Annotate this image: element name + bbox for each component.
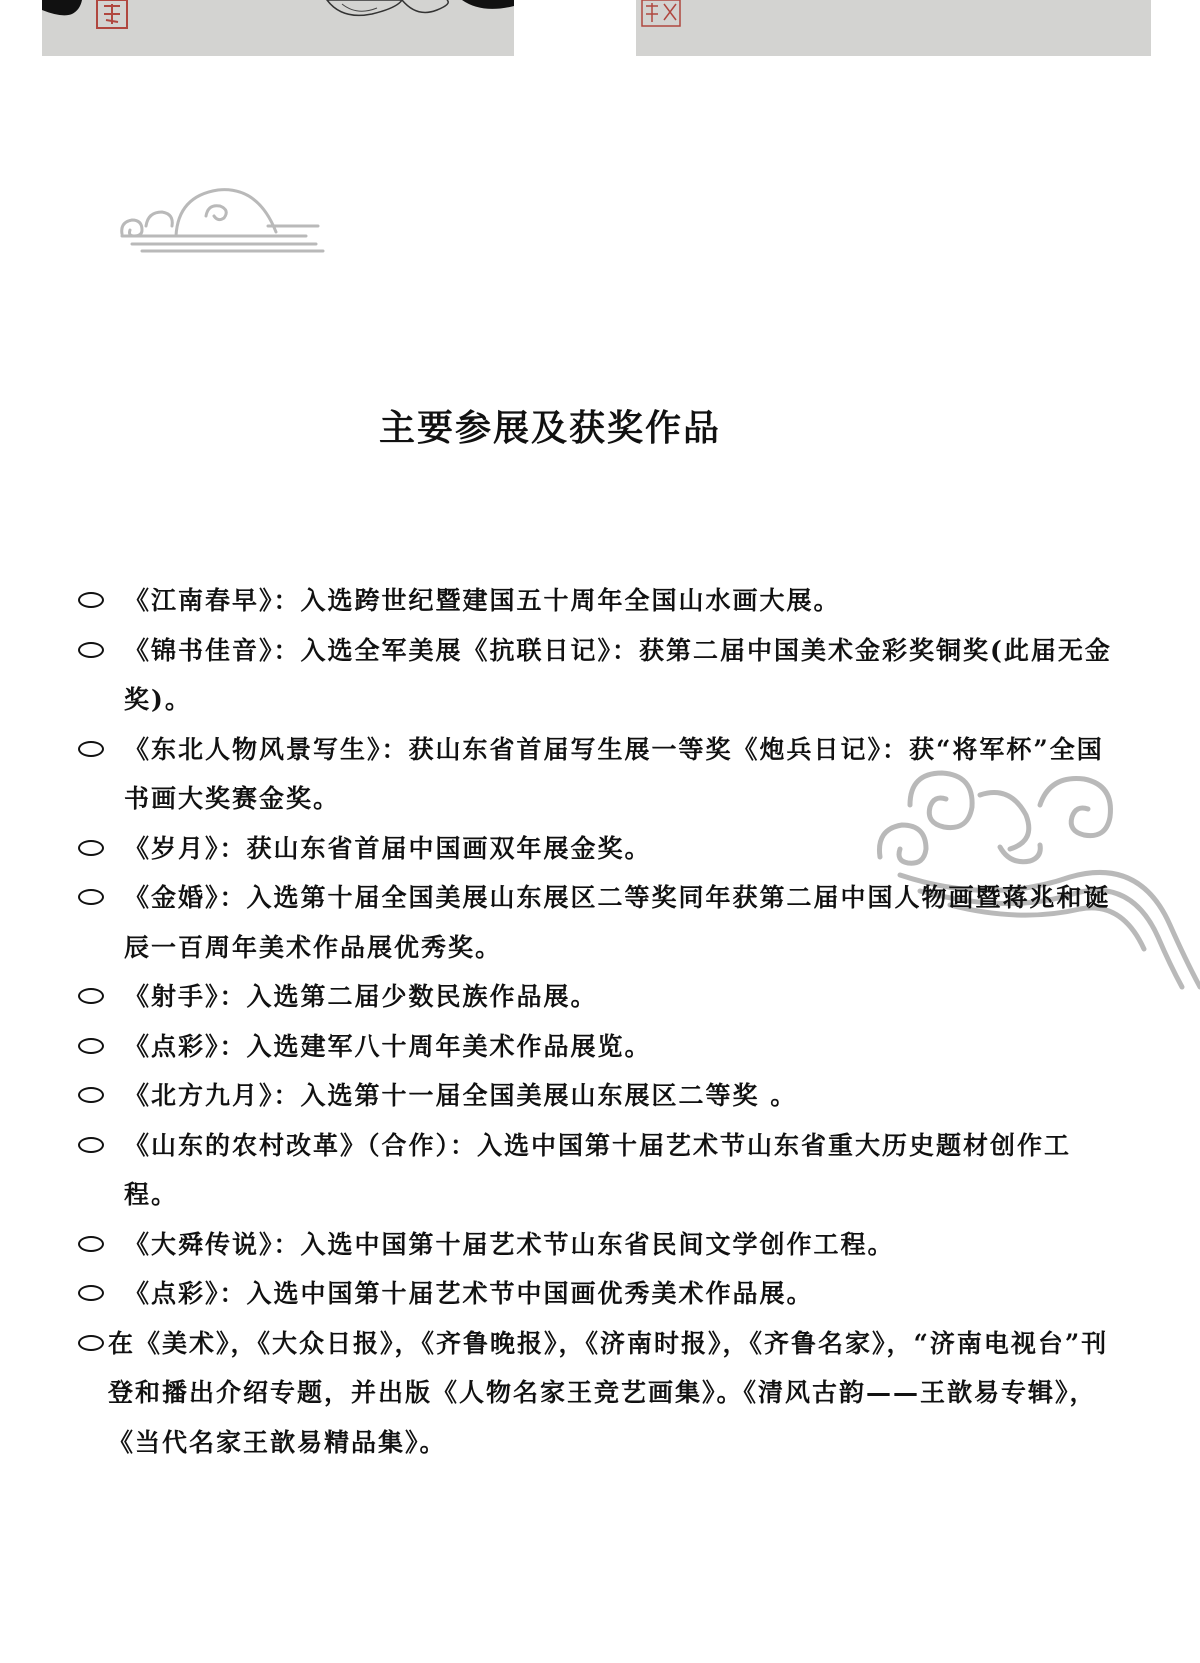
award-text: 《山东的农村改革》（合作）：入选中国第十届艺术节山东省重大历史题材创作工程。 <box>124 1130 1072 1209</box>
painting-detail <box>42 0 514 56</box>
circle-bullet-icon <box>78 1335 104 1351</box>
list-item <box>78 725 1120 824</box>
award-text: 《江南春早》：入选跨世纪暨建国五十周年全国山水画大展。 <box>124 586 841 615</box>
list-item <box>78 972 1120 1022</box>
award-list <box>78 576 1120 1467</box>
list-item <box>78 1319 1120 1468</box>
list-item <box>78 1121 1120 1220</box>
list-item <box>78 824 1120 874</box>
circle-bullet-icon <box>78 1038 104 1054</box>
circle-bullet-icon <box>78 1285 104 1301</box>
list-item <box>78 1022 1120 1072</box>
page-title: 主要参展及获奖作品 <box>378 407 721 449</box>
painting-fragment-left <box>42 0 514 56</box>
award-text: 《射手》：入选第二届少数民族作品展。 <box>124 982 598 1011</box>
award-text: 《东北人物风景写生》：获山东省首届写生展一等奖《炮兵日记》：获“将军杯”全国书画大奖赛金奖。 <box>124 734 1104 813</box>
painting-fragment-right <box>636 0 1151 56</box>
award-text: 《金婚》：入选第十届全国美展山东展区二等奖同年获第二届中国人物画暨蒋兆和诞辰一百周年美术作品展优秀奖。 <box>124 883 1111 962</box>
circle-bullet-icon <box>78 1137 104 1153</box>
circle-bullet-icon <box>78 840 104 856</box>
circle-bullet-icon <box>78 741 104 757</box>
circle-bullet-icon <box>78 1087 104 1103</box>
auspicious-cloud-icon <box>118 186 326 258</box>
painting-detail <box>636 0 1151 56</box>
list-item <box>78 626 1120 725</box>
award-text: 《锦书佳音》：入选全军美展《抗联日记》：获第二届中国美术金彩奖铜奖(此届无金奖)。 <box>124 635 1112 714</box>
award-text: 《点彩》：入选建军八十周年美术作品展览。 <box>124 1031 652 1061</box>
list-item <box>78 1071 1120 1121</box>
award-text: 在《美术》，《大众日报》，《齐鲁晚报》，《济南时报》，《齐鲁名家》，“济南电视台”刊登和播出介绍专题，并出版《人物名家王竞艺画集》。《清风古韵——王歆易专辑》，《当代名家王歆易精品集》。 <box>108 1328 1109 1457</box>
circle-bullet-icon <box>78 988 104 1004</box>
list-item <box>78 576 1120 626</box>
circle-bullet-icon <box>78 889 104 905</box>
award-text: 《点彩》：入选中国第十届艺术节中国画优秀美术作品展。 <box>124 1279 814 1308</box>
circle-bullet-icon <box>78 642 104 658</box>
award-text: 《岁月》：获山东省首届中国画双年展金奖。 <box>124 833 652 863</box>
circle-bullet-icon <box>78 1236 104 1252</box>
award-text: 《大舜传说》：入选中国第十届艺术节山东省民间文学创作工程。 <box>124 1229 895 1259</box>
list-item <box>78 1269 1120 1319</box>
list-item <box>78 1220 1120 1270</box>
award-text: 《北方九月》：入选第十一届全国美展山东展区二等奖 。 <box>124 1081 798 1110</box>
list-item <box>78 873 1120 972</box>
seal-stamp <box>642 0 680 26</box>
circle-bullet-icon <box>78 592 104 608</box>
